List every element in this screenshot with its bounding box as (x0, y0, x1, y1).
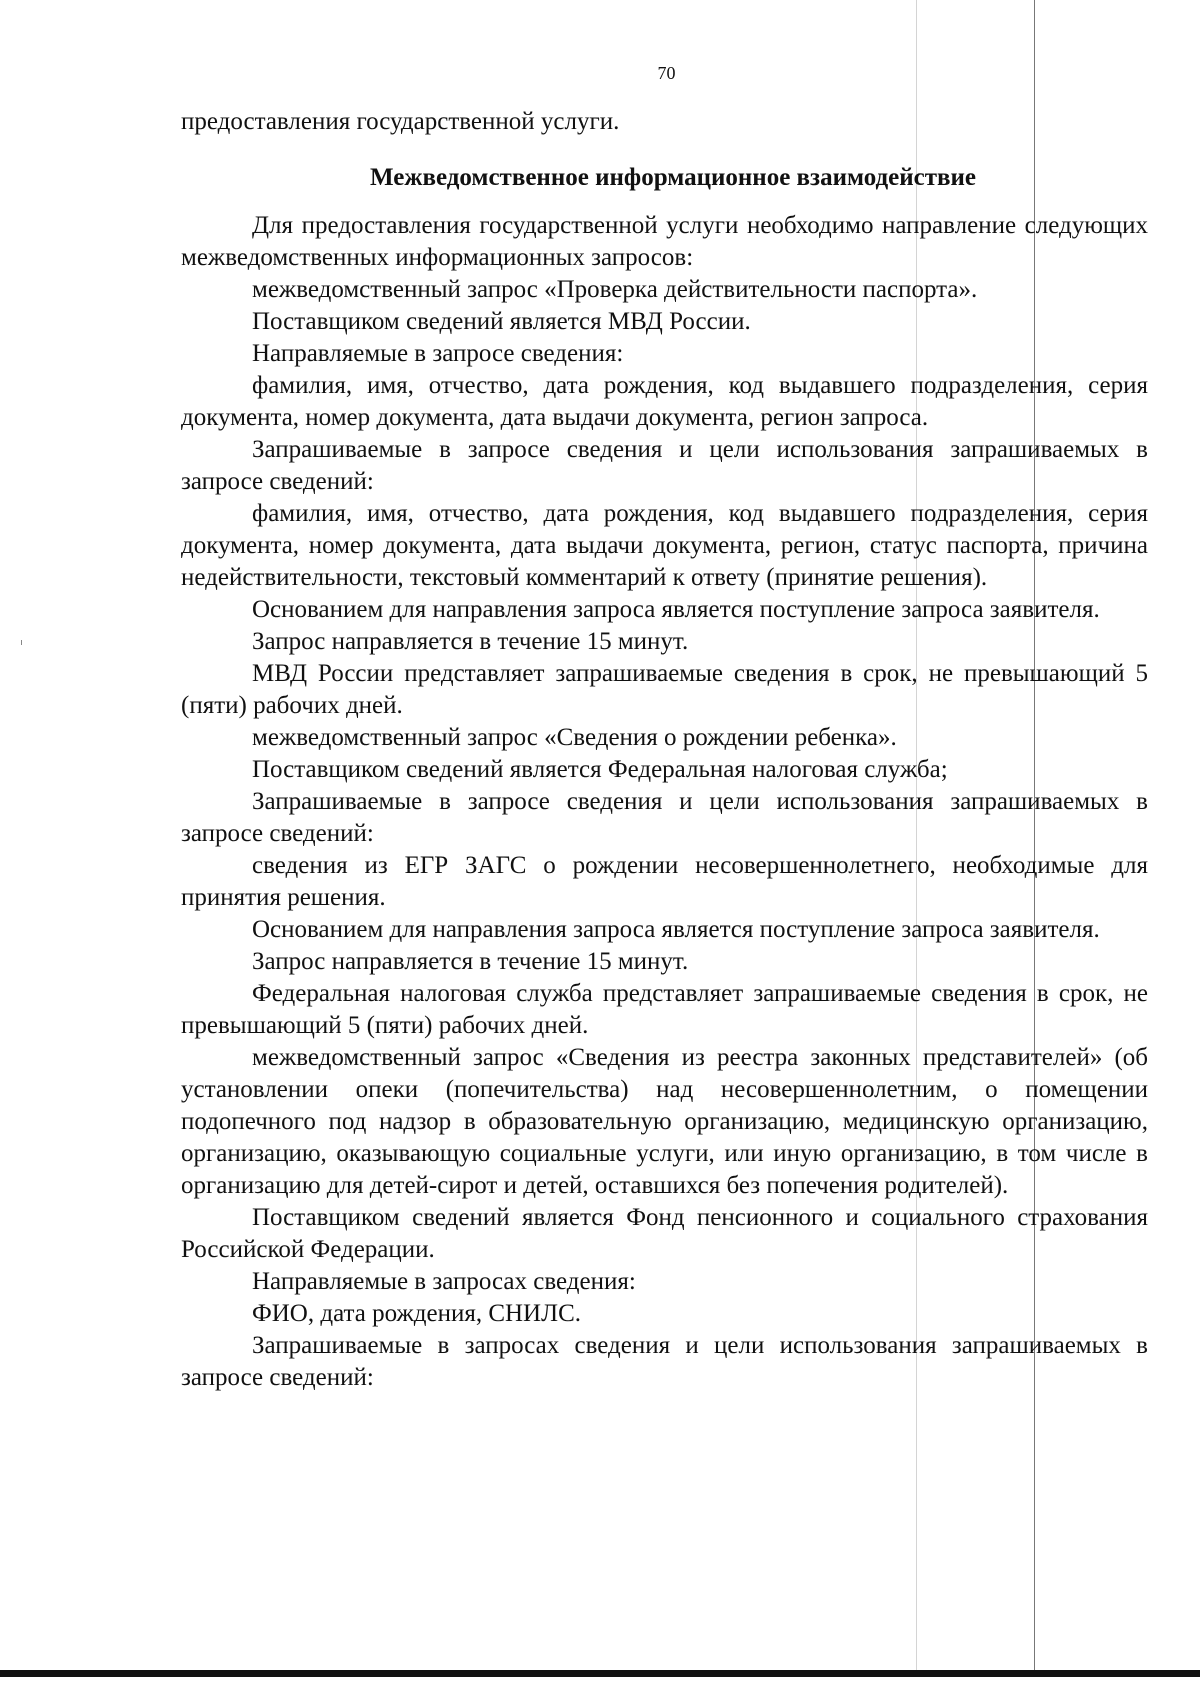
paragraph: МВД России представляет запрашиваемые сведения в срок, не превышающий 5 (пяти) рабочих дней. (181, 660, 1148, 719)
paragraph: сведения из ЕГР ЗАГС о рождении несовершеннолетнего, необходимые для принятия решения. (181, 852, 1148, 911)
paragraph: фамилия, имя, отчество, дата рождения, код выдавшего подразделения, серия документа, номер документа, дата выдачи документа, регион, статус паспорта, причина недействительности, текстовый комментарий к ответу (принятие решения). (181, 500, 1148, 591)
section-heading: Межведомственное информационное взаимодействие (370, 164, 976, 191)
paragraph: Направляемые в запросах сведения: (252, 1268, 636, 1295)
paragraph: Поставщиком сведений является Федеральная налоговая служба; (252, 756, 948, 783)
paragraph: межведомственный запрос «Сведения из реестра законных представителей» (об установлении опеки (попечительства) над несовершеннолетним, о помещении подопечного под надзор в образовательную организацию, медицинскую организацию, организацию, оказывающую социальные услуги, или иную организацию, в том числе в организацию для детей-сирот и детей, оставшихся без попечения родителей). (181, 1044, 1148, 1199)
paragraph: предоставления государственной услуги. (181, 108, 620, 135)
paragraph: Для предоставления государственной услуги необходимо направление следующих межведомственных информационных запросов: (181, 212, 1148, 271)
paragraph: Федеральная налоговая служба представляет запрашиваемые сведения в срок, не превышающий 5 (пяти) рабочих дней. (181, 980, 1148, 1039)
paragraph: Запрашиваемые в запросах сведения и цели использования запрашиваемых в запросе сведений: (181, 1332, 1148, 1391)
paragraph: Поставщиком сведений является Фонд пенсионного и социального страхования Российской Федерации. (181, 1204, 1148, 1263)
paragraph: Запрос направляется в течение 15 минут. (252, 628, 689, 655)
paragraph: ФИО, дата рождения, СНИЛС. (252, 1300, 581, 1327)
document-body (181, 106, 1148, 1394)
paragraph: Направляемые в запросе сведения: (252, 340, 624, 367)
paragraph: Основанием для направления запроса является поступление запроса заявителя. (252, 916, 1100, 943)
paragraph: фамилия, имя, отчество, дата рождения, код выдавшего подразделения, серия документа, номер документа, дата выдачи документа, регион запроса. (181, 372, 1148, 431)
scan-artifact-mark (21, 640, 22, 645)
paragraph: Основанием для направления запроса является поступление запроса заявителя. (252, 596, 1100, 623)
paragraph: межведомственный запрос «Проверка действительности паспорта». (252, 276, 978, 303)
paragraph: Запрашиваемые в запросе сведения и цели использования запрашиваемых в запросе сведений: (181, 788, 1148, 847)
paragraph: межведомственный запрос «Сведения о рождении ребенка». (252, 724, 897, 751)
paragraph: Поставщиком сведений является МВД России. (252, 308, 751, 335)
page-number: 70 (657, 63, 676, 83)
paragraph: Запрашиваемые в запросе сведения и цели использования запрашиваемых в запросе сведений: (181, 436, 1148, 495)
paragraph: Запрос направляется в течение 15 минут. (252, 948, 689, 975)
page-bottom-edge (0, 1670, 1200, 1677)
